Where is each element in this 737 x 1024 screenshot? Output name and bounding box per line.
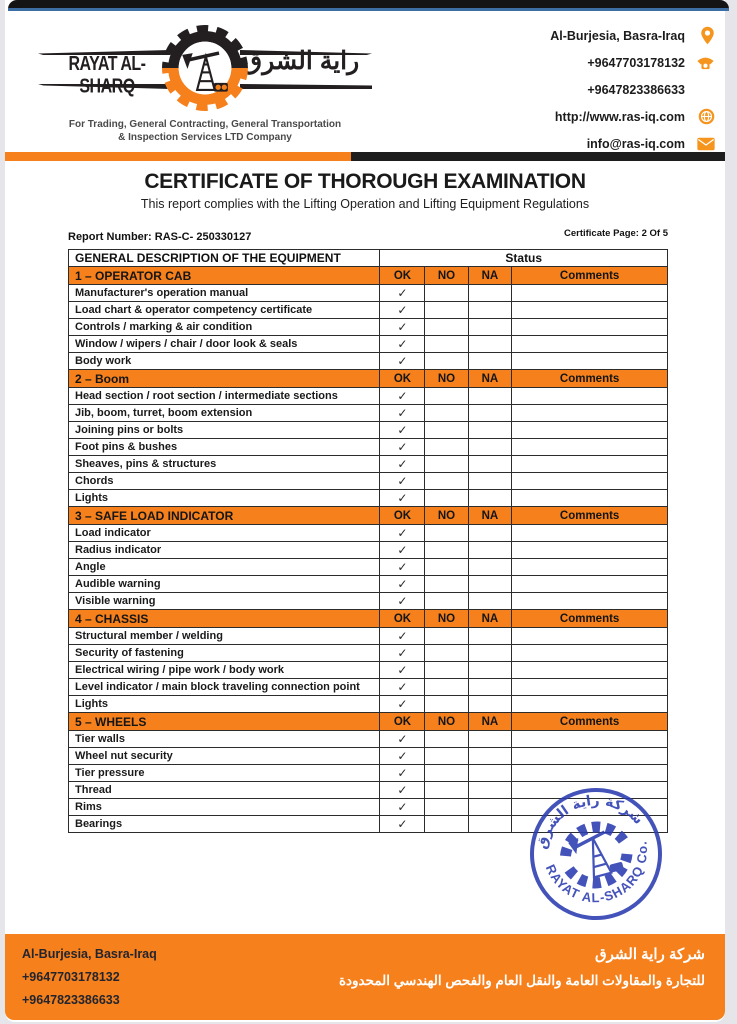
- no-cell: [425, 473, 468, 490]
- status-column-label: Comments: [512, 507, 668, 525]
- table-row: [69, 336, 668, 353]
- item-label: Audible warning: [69, 576, 380, 593]
- header-contact-block: [550, 22, 715, 157]
- ok-cell: ✓: [380, 319, 425, 336]
- no-cell: [425, 525, 468, 542]
- status-column-label: Comments: [512, 713, 668, 731]
- ok-cell: ✓: [380, 645, 425, 662]
- table-row: [69, 439, 668, 456]
- section-title: 3 – SAFE LOAD INDICATOR: [69, 507, 380, 525]
- no-cell: [425, 645, 468, 662]
- table-row: [69, 679, 668, 696]
- table-row: [69, 405, 668, 422]
- na-cell: [468, 696, 512, 713]
- no-cell: [425, 696, 468, 713]
- footer-address: Al-Burjesia, Basra-Iraq: [22, 947, 157, 961]
- stamp-bottom-text: RAYAT AL-SHARQ Co.: [542, 839, 651, 906]
- table-row: [69, 696, 668, 713]
- status-column-label: NA: [468, 267, 512, 285]
- status-column-label: NA: [468, 713, 512, 731]
- contact-phone-1: +9647703178132: [550, 49, 715, 76]
- na-cell: [468, 593, 512, 610]
- footer-contact-block: [22, 943, 157, 1012]
- table-row: [69, 748, 668, 765]
- header-divider: [5, 152, 725, 161]
- ok-cell: ✓: [380, 731, 425, 748]
- ok-cell: ✓: [380, 388, 425, 405]
- item-label: Structural member / welding: [69, 628, 380, 645]
- ok-cell: ✓: [380, 302, 425, 319]
- status-column-label: OK: [380, 370, 425, 388]
- na-cell: [468, 285, 512, 302]
- item-label: Controls / marking & air condition: [69, 319, 380, 336]
- ok-cell: ✓: [380, 628, 425, 645]
- section-title: 2 – Boom: [69, 370, 380, 388]
- certificate-subtitle: This report complies with the Lifting Operation and Lifting Equipment Regulations: [140, 197, 590, 211]
- ok-cell: ✓: [380, 473, 425, 490]
- na-cell: [468, 645, 512, 662]
- ok-cell: ✓: [380, 799, 425, 816]
- item-label: Sheaves, pins & structures: [69, 456, 380, 473]
- item-label: Security of fastening: [69, 645, 380, 662]
- status-column-label: NA: [468, 610, 512, 628]
- na-cell: [468, 422, 512, 439]
- item-label: Chords: [69, 473, 380, 490]
- section-header-row: [69, 610, 668, 628]
- table-row: [69, 285, 668, 302]
- divider-orange-segment: [5, 152, 351, 161]
- no-cell: [425, 285, 468, 302]
- status-column-label: Comments: [512, 267, 668, 285]
- table-row: [69, 422, 668, 439]
- no-cell: [425, 628, 468, 645]
- comment-cell: [512, 748, 668, 765]
- footer-company-block: [339, 942, 705, 994]
- comment-cell: [512, 559, 668, 576]
- no-cell: [425, 559, 468, 576]
- status-column-label: NO: [425, 610, 468, 628]
- item-label: Body work: [69, 353, 380, 370]
- company-name-ar: راية الشرق: [242, 47, 360, 75]
- item-label: Joining pins or bolts: [69, 422, 380, 439]
- no-cell: [425, 388, 468, 405]
- na-cell: [468, 542, 512, 559]
- na-cell: [468, 748, 512, 765]
- item-label: Head section / root section / intermediate sections: [69, 388, 380, 405]
- table-row: [69, 559, 668, 576]
- na-cell: [468, 816, 512, 833]
- na-cell: [468, 662, 512, 679]
- item-label: Angle: [69, 559, 380, 576]
- no-cell: [425, 542, 468, 559]
- section-header-row: [69, 370, 668, 388]
- status-header-cell: Status: [380, 250, 668, 267]
- comment-cell: [512, 422, 668, 439]
- table-header-row: [69, 250, 668, 267]
- ok-cell: ✓: [380, 679, 425, 696]
- comment-cell: [512, 662, 668, 679]
- contact-website: http://www.ras-iq.com: [550, 103, 715, 130]
- status-column-label: NO: [425, 267, 468, 285]
- no-cell: [425, 353, 468, 370]
- comment-cell: [512, 353, 668, 370]
- company-logo: [30, 18, 380, 148]
- ok-cell: ✓: [380, 353, 425, 370]
- status-column-label: Comments: [512, 610, 668, 628]
- na-cell: [468, 388, 512, 405]
- item-label: Window / wipers / chair / door look & seals: [69, 336, 380, 353]
- top-bar: [8, 0, 729, 11]
- globe-icon: [691, 108, 715, 126]
- gear-pumpjack-logo-icon: [152, 18, 258, 118]
- status-column-label: OK: [380, 610, 425, 628]
- item-label: Wheel nut security: [69, 748, 380, 765]
- status-column-label: NO: [425, 713, 468, 731]
- inspection-table: [68, 249, 668, 833]
- no-cell: [425, 799, 468, 816]
- na-cell: [468, 559, 512, 576]
- table-row: [69, 388, 668, 405]
- section-header-row: [69, 713, 668, 731]
- ok-cell: ✓: [380, 576, 425, 593]
- comment-cell: [512, 645, 668, 662]
- no-cell: [425, 302, 468, 319]
- ok-cell: ✓: [380, 439, 425, 456]
- na-cell: [468, 765, 512, 782]
- table-row: [69, 353, 668, 370]
- ok-cell: ✓: [380, 748, 425, 765]
- item-label: Bearings: [69, 816, 380, 833]
- phone-icon: [691, 54, 715, 72]
- no-cell: [425, 679, 468, 696]
- comment-cell: [512, 542, 668, 559]
- certificate-title: CERTIFICATE OF THOROUGH EXAMINATION: [144, 170, 586, 193]
- status-column-label: NA: [468, 507, 512, 525]
- item-label: Load chart & operator competency certificate: [69, 302, 380, 319]
- comment-cell: [512, 336, 668, 353]
- na-cell: [468, 473, 512, 490]
- comment-cell: [512, 731, 668, 748]
- na-cell: [468, 456, 512, 473]
- na-cell: [468, 628, 512, 645]
- contact-address: Al-Burjesia, Basra-Iraq: [550, 22, 715, 49]
- ok-cell: ✓: [380, 422, 425, 439]
- na-cell: [468, 336, 512, 353]
- report-number: Report Number: RAS-C- 250330127: [68, 231, 252, 243]
- ok-cell: ✓: [380, 336, 425, 353]
- table-row: [69, 731, 668, 748]
- ok-cell: ✓: [380, 782, 425, 799]
- no-cell: [425, 576, 468, 593]
- ok-cell: ✓: [380, 525, 425, 542]
- logo-swoosh: [240, 84, 372, 89]
- no-cell: [425, 662, 468, 679]
- location-pin-icon: [691, 27, 715, 45]
- ok-cell: ✓: [380, 542, 425, 559]
- envelope-icon: [691, 135, 715, 153]
- comment-cell: [512, 456, 668, 473]
- item-label: Radius indicator: [69, 542, 380, 559]
- ok-cell: ✓: [380, 696, 425, 713]
- item-label: Tier pressure: [69, 765, 380, 782]
- company-name-en: RAYAT AL-SHARQ: [68, 53, 146, 98]
- table-row: [69, 628, 668, 645]
- footer-company-desc-ar: للتجارة والمقاولات العامة والنقل العام والفحص الهندسي المحدودة: [338, 973, 705, 988]
- table-row: [69, 302, 668, 319]
- status-column-label: OK: [380, 507, 425, 525]
- section-title: 4 – CHASSIS: [69, 610, 380, 628]
- comment-cell: [512, 576, 668, 593]
- na-cell: [468, 353, 512, 370]
- item-label: Jib, boom, turret, boom extension: [69, 405, 380, 422]
- divider-black-segment: [351, 152, 725, 161]
- ok-cell: ✓: [380, 285, 425, 302]
- item-label: Tier walls: [69, 731, 380, 748]
- item-label: Electrical wiring / pipe work / body work: [69, 662, 380, 679]
- no-cell: [425, 405, 468, 422]
- na-cell: [468, 490, 512, 507]
- no-cell: [425, 336, 468, 353]
- stamp-top-text: شركة راية الشرق: [533, 792, 647, 851]
- no-cell: [425, 748, 468, 765]
- item-label: Lights: [69, 490, 380, 507]
- ok-cell: ✓: [380, 405, 425, 422]
- no-cell: [425, 816, 468, 833]
- status-column-label: NO: [425, 370, 468, 388]
- na-cell: [468, 302, 512, 319]
- status-column-label: Comments: [512, 370, 668, 388]
- ok-cell: ✓: [380, 816, 425, 833]
- ok-cell: ✓: [380, 662, 425, 679]
- ok-cell: ✓: [380, 765, 425, 782]
- table-row: [69, 576, 668, 593]
- no-cell: [425, 782, 468, 799]
- description-header-cell: GENERAL DESCRIPTION OF THE EQUIPMENT: [69, 250, 380, 267]
- certificate-page-number: Certificate Page: 2 Of 5: [563, 228, 668, 239]
- na-cell: [468, 679, 512, 696]
- section-title: 1 – OPERATOR CAB: [69, 267, 380, 285]
- status-column-label: OK: [380, 267, 425, 285]
- table-row: [69, 542, 668, 559]
- comment-cell: [512, 473, 668, 490]
- table-row: [69, 473, 668, 490]
- comment-cell: [512, 679, 668, 696]
- na-cell: [468, 576, 512, 593]
- no-cell: [425, 593, 468, 610]
- no-icon: [691, 81, 715, 99]
- section-header-row: [69, 507, 668, 525]
- na-cell: [468, 799, 512, 816]
- company-tagline: For Trading, General Contracting, General Transportation & Inspection Services LTD Company: [68, 119, 342, 143]
- footer-phone-2: +9647823386633: [22, 993, 120, 1007]
- comment-cell: [512, 696, 668, 713]
- comment-cell: [512, 285, 668, 302]
- item-label: Manufacturer's operation manual: [69, 285, 380, 302]
- no-cell: [425, 490, 468, 507]
- item-label: Thread: [69, 782, 380, 799]
- na-cell: [468, 731, 512, 748]
- comment-cell: [512, 302, 668, 319]
- comment-cell: [512, 319, 668, 336]
- ok-cell: ✓: [380, 559, 425, 576]
- item-label: Visible warning: [69, 593, 380, 610]
- table-row: [69, 645, 668, 662]
- ok-cell: ✓: [380, 593, 425, 610]
- contact-email: info@ras-iq.com: [550, 130, 715, 157]
- status-column-label: NA: [468, 370, 512, 388]
- no-cell: [425, 439, 468, 456]
- comment-cell: [512, 388, 668, 405]
- comment-cell: [512, 593, 668, 610]
- table-row: [69, 593, 668, 610]
- item-label: Load indicator: [69, 525, 380, 542]
- status-column-label: NO: [425, 507, 468, 525]
- no-cell: [425, 765, 468, 782]
- table-row: [69, 525, 668, 542]
- na-cell: [468, 525, 512, 542]
- status-column-label: OK: [380, 713, 425, 731]
- comment-cell: [512, 490, 668, 507]
- comment-cell: [512, 405, 668, 422]
- no-cell: [425, 422, 468, 439]
- na-cell: [468, 439, 512, 456]
- section-header-row: [69, 267, 668, 285]
- item-label: Foot pins & bushes: [69, 439, 380, 456]
- table-row: [69, 662, 668, 679]
- footer-phone-1: +9647703178132: [22, 970, 120, 984]
- contact-phone-2: +9647823386633: [550, 76, 715, 103]
- no-cell: [425, 731, 468, 748]
- item-label: Level indicator / main block traveling connection point: [69, 679, 380, 696]
- na-cell: [468, 782, 512, 799]
- company-stamp: [518, 776, 674, 932]
- footer-bar: [5, 934, 725, 1020]
- ok-cell: ✓: [380, 456, 425, 473]
- no-cell: [425, 456, 468, 473]
- table-row: [69, 319, 668, 336]
- comment-cell: [512, 628, 668, 645]
- footer-company-name-ar: شركة راية الشرق: [594, 946, 705, 963]
- section-title: 5 – WHEELS: [69, 713, 380, 731]
- na-cell: [468, 405, 512, 422]
- comment-cell: [512, 525, 668, 542]
- no-cell: [425, 319, 468, 336]
- comment-cell: [512, 439, 668, 456]
- table-row: [69, 456, 668, 473]
- table-row: [69, 490, 668, 507]
- item-label: Rims: [69, 799, 380, 816]
- na-cell: [468, 319, 512, 336]
- ok-cell: ✓: [380, 490, 425, 507]
- item-label: Lights: [69, 696, 380, 713]
